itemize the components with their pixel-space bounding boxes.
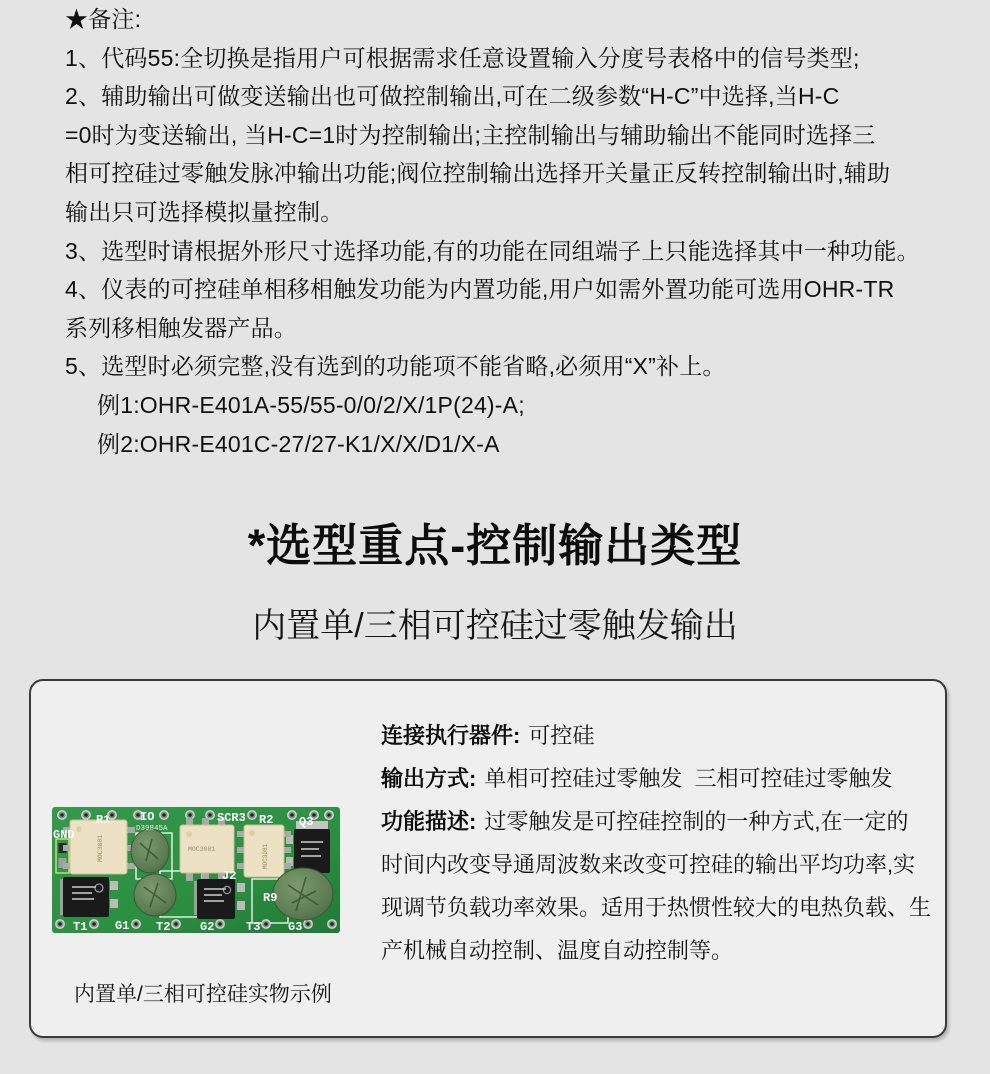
note-line: 系列移相触发器产品。 bbox=[65, 314, 297, 341]
spec-label: 输出方式: bbox=[381, 766, 477, 791]
transistor-chip bbox=[60, 877, 109, 917]
spec-function-desc-cont bbox=[381, 886, 941, 929]
note-line: 4、仪表的可控硅单相移相触发功能为内置功能,用户如需外置功能可选用OHR-TR bbox=[65, 276, 895, 303]
pcb-photo bbox=[52, 807, 340, 933]
note-line: 1、代码55:全切换是指用户可根据需求任意设置输入分度号表格中的信号类型; bbox=[65, 44, 860, 71]
spec-connect-device bbox=[381, 714, 941, 757]
spec-text bbox=[381, 714, 941, 972]
pcb-caption: 内置单/三相可控硅实物示例 bbox=[74, 983, 332, 1006]
note-line: 5、选型时必须完整,没有选到的功能项不能省略,必须用“X”补上。 bbox=[65, 353, 726, 380]
example-line-1: 例1:OHR-E401A-55/55-0/0/2/X/1P(24)-A; bbox=[97, 391, 525, 418]
spec-value: 单相可控硅过零触发 三相可控硅过零触发 bbox=[484, 766, 893, 791]
scr-output-card bbox=[29, 679, 947, 1038]
silkscreen-label: J2 bbox=[222, 869, 237, 883]
spec-value: 可控硅 bbox=[528, 723, 595, 748]
spec-function-desc-cont bbox=[381, 843, 941, 886]
silkscreen-label: R1 bbox=[96, 813, 111, 827]
silkscreen-label: G2 bbox=[200, 920, 215, 933]
spec-label: 连接执行器件: bbox=[381, 723, 521, 748]
spec-value: 时间内改变导通周波数来改变可控硅的输出平均功率,实 bbox=[381, 852, 916, 877]
note-line: 3、选型时请根据外形尺寸选择功能,有的功能在同组端子上只能选择其中一种功能。 bbox=[65, 237, 920, 264]
silkscreen-label: IO bbox=[140, 810, 155, 824]
green-blob bbox=[131, 829, 169, 873]
notes-title: ★备注: bbox=[65, 6, 142, 32]
note-line: 输出只可选择模拟量控制。 bbox=[65, 198, 344, 225]
silkscreen-label: T1 bbox=[73, 920, 88, 933]
chip-marking: MOC3081 bbox=[262, 843, 269, 869]
section-title: *选型重点-控制输出类型 bbox=[247, 520, 743, 571]
section-subtitle: 内置单/三相可控硅过零触发输出 bbox=[252, 607, 738, 645]
silkscreen-label: SCR3 bbox=[217, 811, 246, 825]
silkscreen-label: D39845A bbox=[136, 825, 168, 833]
spec-value: 过零触发是可控硅控制的一种方式,在一定的 bbox=[484, 809, 909, 834]
note-line: 相可控硅过零触发脉冲输出功能;阀位控制输出选择开关量正反转控制输出时,辅助 bbox=[65, 160, 891, 187]
pcb-board-svg bbox=[52, 807, 340, 933]
spec-value: 现调节负载功率效果。适用于热惯性较大的电热负载、生 bbox=[381, 895, 932, 920]
note-line: =0时为变送输出, 当H-C=1时为控制输出;主控制输出与辅助输出不能同时选择三 bbox=[65, 121, 876, 148]
silkscreen-label: Q3 bbox=[299, 815, 314, 829]
spec-function-desc-cont bbox=[381, 929, 941, 972]
silkscreen-label: R9 bbox=[263, 891, 278, 905]
silkscreen-label: T3 bbox=[246, 920, 261, 933]
example-line-2: 例2:OHR-E401C-27/27-K1/X/X/D1/X-A bbox=[97, 430, 500, 457]
chip-marking: MOC3081 bbox=[97, 834, 104, 862]
notes-section bbox=[65, 0, 920, 463]
chip-marking: MOC3081 bbox=[188, 846, 216, 853]
optocoupler-chip bbox=[237, 825, 291, 877]
green-blob bbox=[273, 868, 333, 920]
silkscreen-label: G3 bbox=[288, 920, 303, 933]
silkscreen-label: GND bbox=[53, 828, 75, 842]
spec-output-mode bbox=[381, 757, 941, 800]
silkscreen-label: T2 bbox=[156, 920, 171, 933]
silkscreen-label: G1 bbox=[115, 919, 130, 933]
spec-value: 产机械自动控制、温度自动控制等。 bbox=[381, 938, 734, 963]
spec-label: 功能描述: bbox=[381, 809, 477, 834]
note-line: 2、辅助输出可做变送输出也可做控制输出,可在二级参数“H-C”中选择,当H-C bbox=[65, 83, 840, 110]
green-blob bbox=[134, 874, 176, 916]
silkscreen-label: R2 bbox=[259, 813, 274, 827]
spec-function-desc bbox=[381, 800, 941, 843]
transistor-chip bbox=[194, 879, 235, 919]
